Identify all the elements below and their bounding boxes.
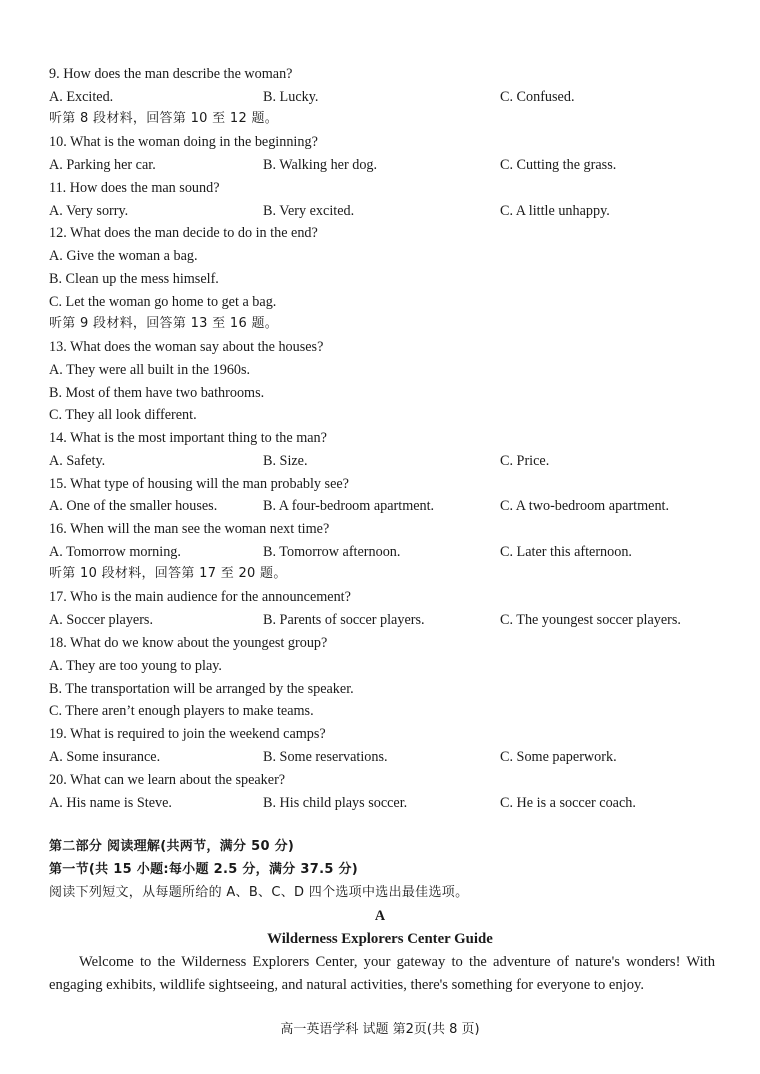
option-b: B. Clean up the mess himself. bbox=[49, 271, 219, 287]
option-c: C. Confused. bbox=[500, 89, 575, 105]
question-9: 9. How does the man describe the woman? bbox=[49, 66, 293, 82]
option-b: B. Size. bbox=[263, 453, 308, 469]
options-19 bbox=[49, 748, 729, 766]
option-b: B. Most of them have two bathrooms. bbox=[49, 385, 265, 401]
question-17: 17. Who is the main audience for the announcement? bbox=[49, 589, 351, 605]
option-a: A. Excited. bbox=[49, 89, 114, 105]
option-b: B. The transportation will be arranged by the speaker. bbox=[49, 681, 354, 697]
reading-instruction: 阅读下列短文，从每题所给的 A、B、C、D 四个选项中选出最佳选项。 bbox=[49, 885, 469, 900]
question-12: 12. What does the man decide to do in the end? bbox=[49, 225, 318, 241]
options-16 bbox=[49, 543, 729, 561]
options-9 bbox=[49, 88, 729, 106]
question-11: 11. How does the man sound? bbox=[49, 180, 220, 196]
option-c: C. The youngest soccer players. bbox=[500, 612, 681, 628]
option-b: B. Tomorrow afternoon. bbox=[263, 544, 401, 560]
option-c: C. Let the woman go home to get a bag. bbox=[49, 294, 277, 310]
option-b: B. Walking her dog. bbox=[263, 157, 378, 173]
option-a: A. Very sorry. bbox=[49, 203, 129, 219]
passage-paragraph: Welcome to the Wilderness Explorers Center, your gateway to the adventure of nature's wonders! With engaging exhibits, wildlife sightseeing, and natural activities, there's something for everyone to enjoy. bbox=[49, 954, 715, 993]
option-c: C. Price. bbox=[500, 453, 550, 469]
question-16: 16. When will the man see the woman next time? bbox=[49, 521, 330, 537]
option-c: C. There aren’t enough players to make teams. bbox=[49, 703, 314, 719]
section-instruction-9: 听第 9 段材料，回答第 13 至 16 题。 bbox=[49, 316, 279, 331]
option-a: A. His name is Steve. bbox=[49, 795, 172, 811]
option-b: B. Some reservations. bbox=[263, 749, 388, 765]
option-a: A. Safety. bbox=[49, 453, 106, 469]
option-a: A. Give the woman a bag. bbox=[49, 248, 198, 264]
options-20 bbox=[49, 794, 729, 812]
option-a: A. One of the smaller houses. bbox=[49, 498, 218, 514]
option-c: C. Later this afternoon. bbox=[500, 544, 632, 560]
question-15: 15. What type of housing will the man probably see? bbox=[49, 476, 349, 492]
option-b: B. Parents of soccer players. bbox=[263, 612, 425, 628]
option-b: B. Lucky. bbox=[263, 89, 319, 105]
options-17 bbox=[49, 611, 729, 629]
question-18: 18. What do we know about the youngest group? bbox=[49, 635, 328, 651]
option-a: A. They are too young to play. bbox=[49, 658, 222, 674]
section-instruction-8: 听第 8 段材料，回答第 10 至 12 题。 bbox=[49, 111, 279, 126]
option-a: A. Soccer players. bbox=[49, 612, 154, 628]
option-c: C. Cutting the grass. bbox=[500, 157, 617, 173]
option-b: B. Very excited. bbox=[263, 203, 355, 219]
option-c: C. Some paperwork. bbox=[500, 749, 617, 765]
passage-letter: A bbox=[374, 908, 386, 924]
section1-heading: 第一节(共 15 小题:每小题 2.5 分，满分 37.5 分) bbox=[49, 862, 359, 877]
question-13: 13. What does the woman say about the houses? bbox=[49, 339, 324, 355]
option-a: A. Some insurance. bbox=[49, 749, 161, 765]
question-10: 10. What is the woman doing in the beginning? bbox=[49, 134, 318, 150]
option-c: C. A two-bedroom apartment. bbox=[500, 498, 670, 514]
option-c: C. A little unhappy. bbox=[500, 203, 610, 219]
option-b: B. His child plays soccer. bbox=[263, 795, 408, 811]
option-a: A. Parking her car. bbox=[49, 157, 156, 173]
question-19: 19. What is required to join the weekend camps? bbox=[49, 726, 326, 742]
passage-title: Wilderness Explorers Center Guide bbox=[267, 931, 493, 947]
option-b: B. A four-bedroom apartment. bbox=[263, 498, 435, 514]
options-14 bbox=[49, 452, 729, 470]
section-instruction-10: 听第 10 段材料，回答第 17 至 20 题。 bbox=[49, 566, 287, 581]
option-c: C. He is a soccer coach. bbox=[500, 795, 636, 811]
options-15 bbox=[49, 497, 729, 515]
option-a: A. Tomorrow morning. bbox=[49, 544, 181, 560]
options-11 bbox=[49, 202, 729, 220]
page-footer: 高一英语学科 试题 第2页(共 8 页) bbox=[280, 1022, 480, 1037]
option-a: A. They were all built in the 1960s. bbox=[49, 362, 251, 378]
option-c: C. They all look different. bbox=[49, 407, 197, 423]
part2-heading: 第二部分 阅读理解(共两节，满分 50 分) bbox=[49, 839, 295, 854]
question-20: 20. What can we learn about the speaker? bbox=[49, 772, 286, 788]
options-10 bbox=[49, 156, 729, 174]
question-14: 14. What is the most important thing to the man? bbox=[49, 430, 327, 446]
